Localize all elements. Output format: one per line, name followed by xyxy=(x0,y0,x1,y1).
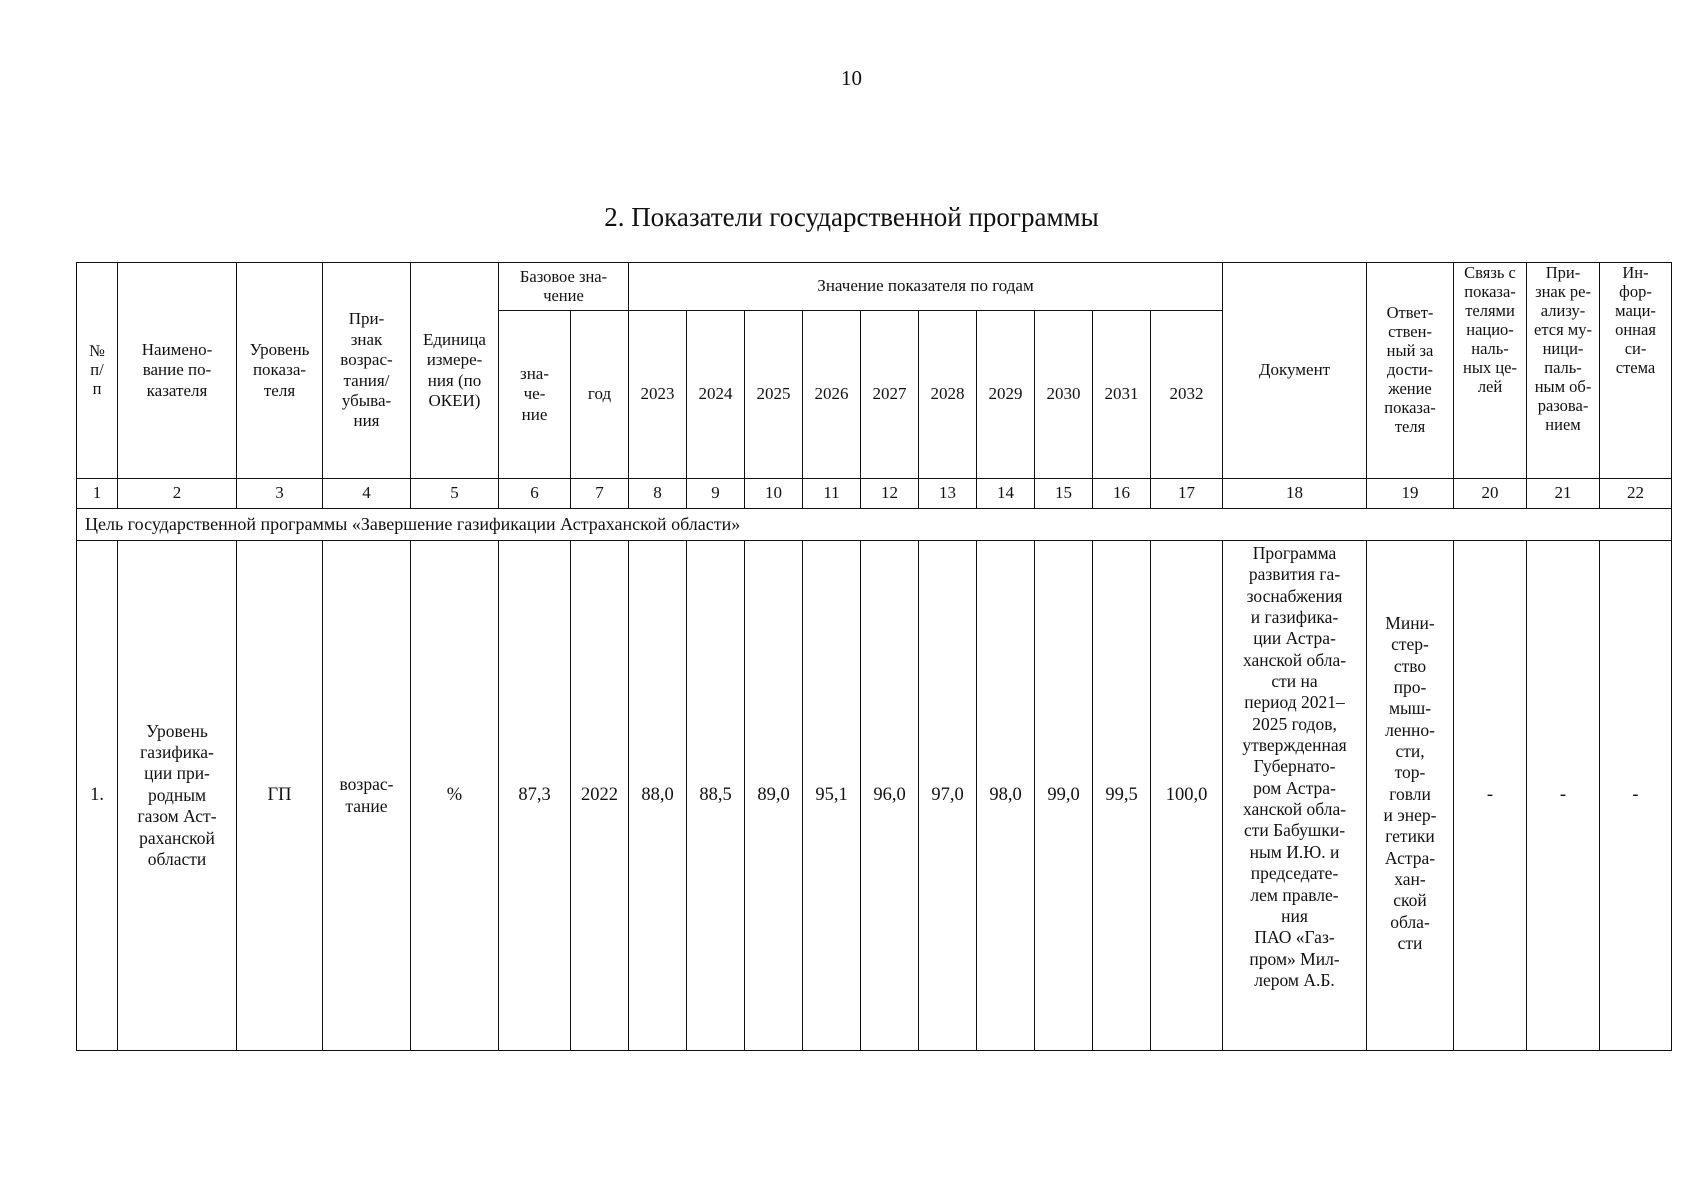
header-year: 2028 xyxy=(919,311,977,479)
column-number: 20 xyxy=(1454,479,1527,509)
column-number: 15 xyxy=(1035,479,1093,509)
year-value: 95,1 xyxy=(803,541,861,1051)
header-base-value: зна- че- ние xyxy=(499,311,571,479)
header-year: 2029 xyxy=(977,311,1035,479)
indicator-sign: возрас- тание xyxy=(323,541,411,1051)
document-cell: Программа развития га- зоснабжения и газифика- ции Астра- ханской обла- сти на период 2021– 2025 годов, утвержденная Губернато- ром Астра- ханской обла- сти Бабушки- ным И.Ю. и председате- лем правле- ния ПАО «Газ- пром» Мил- лером А.Б. xyxy=(1223,541,1367,1051)
base-value: 87,3 xyxy=(499,541,571,1051)
header-years-group: Значение показателя по годам xyxy=(629,263,1223,311)
header-year: 2025 xyxy=(745,311,803,479)
header-row-top xyxy=(77,263,1672,311)
header-unit: Единица измере- ния (по ОКЕИ) xyxy=(411,263,499,479)
header-num: № п/ п xyxy=(77,263,118,479)
column-number: 18 xyxy=(1223,479,1367,509)
indicators-table xyxy=(76,262,1672,1051)
header-name: Наимено- вание по- казателя xyxy=(118,263,237,479)
column-number: 10 xyxy=(745,479,803,509)
column-number: 16 xyxy=(1093,479,1151,509)
year-value: 88,5 xyxy=(687,541,745,1051)
year-value: 96,0 xyxy=(861,541,919,1051)
header-year: 2024 xyxy=(687,311,745,479)
header-infosystem: Ин- фор- маци- онная си- стема xyxy=(1600,263,1672,479)
header-level: Уровень показа- теля xyxy=(237,263,323,479)
column-number: 4 xyxy=(323,479,411,509)
column-number: 6 xyxy=(499,479,571,509)
column-number: 9 xyxy=(687,479,745,509)
column-number: 19 xyxy=(1367,479,1454,509)
page-number: 10 xyxy=(841,66,862,90)
header-municipal: При- знак ре- ализу- ется му- ници- паль- ным об- разова- нием xyxy=(1527,263,1600,479)
national-goals-link: - xyxy=(1454,541,1527,1051)
header-sign: При- знак возрас- тания/ убыва- ния xyxy=(323,263,411,479)
column-number: 11 xyxy=(803,479,861,509)
table-row xyxy=(77,541,1672,1051)
column-number: 21 xyxy=(1527,479,1600,509)
header-year: 2032 xyxy=(1151,311,1223,479)
header-year: 2030 xyxy=(1035,311,1093,479)
indicator-level: ГП xyxy=(237,541,323,1051)
program-goal: Цель государственной программы «Завершение газификации Астраханской области» xyxy=(77,509,1672,541)
section-title: 2. Показатели государственной программы xyxy=(604,202,1099,232)
row-num: 1. xyxy=(77,541,118,1051)
indicator-unit: % xyxy=(411,541,499,1051)
year-value: 98,0 xyxy=(977,541,1035,1051)
year-value: 99,5 xyxy=(1093,541,1151,1051)
year-value: 99,0 xyxy=(1035,541,1093,1051)
column-number: 14 xyxy=(977,479,1035,509)
column-number: 12 xyxy=(861,479,919,509)
header-base-year: год xyxy=(571,311,629,479)
column-number: 3 xyxy=(237,479,323,509)
header-year: 2026 xyxy=(803,311,861,479)
column-numbers-row xyxy=(77,479,1672,509)
info-system: - xyxy=(1600,541,1672,1051)
indicator-name: Уровень газифика- ции при- родным газом Аст- раханской области xyxy=(118,541,237,1051)
year-value: 88,0 xyxy=(629,541,687,1051)
responsible-cell: Мини- стер- ство про- мыш- ленно- сти, тор- говли и энер- гетики Астра- хан- ской обла- сти xyxy=(1367,541,1454,1051)
header-document: Документ xyxy=(1223,263,1367,479)
column-number: 17 xyxy=(1151,479,1223,509)
header-year: 2023 xyxy=(629,311,687,479)
header-base-group: Базовое зна- чение xyxy=(499,263,629,311)
goal-row xyxy=(77,509,1672,541)
column-number: 13 xyxy=(919,479,977,509)
year-value: 97,0 xyxy=(919,541,977,1051)
year-value: 100,0 xyxy=(1151,541,1223,1051)
column-number: 7 xyxy=(571,479,629,509)
column-number: 22 xyxy=(1600,479,1672,509)
column-number: 8 xyxy=(629,479,687,509)
header-national: Связь с показа- телями нацио- наль- ных це- лей xyxy=(1454,263,1527,479)
base-year: 2022 xyxy=(571,541,629,1051)
column-number: 1 xyxy=(77,479,118,509)
column-number: 2 xyxy=(118,479,237,509)
municipal-sign: - xyxy=(1527,541,1600,1051)
year-value: 89,0 xyxy=(745,541,803,1051)
column-number: 5 xyxy=(411,479,499,509)
header-responsible: Ответ- ствен- ный за дости- жение показа- теля xyxy=(1367,263,1454,479)
header-year: 2027 xyxy=(861,311,919,479)
header-year: 2031 xyxy=(1093,311,1151,479)
